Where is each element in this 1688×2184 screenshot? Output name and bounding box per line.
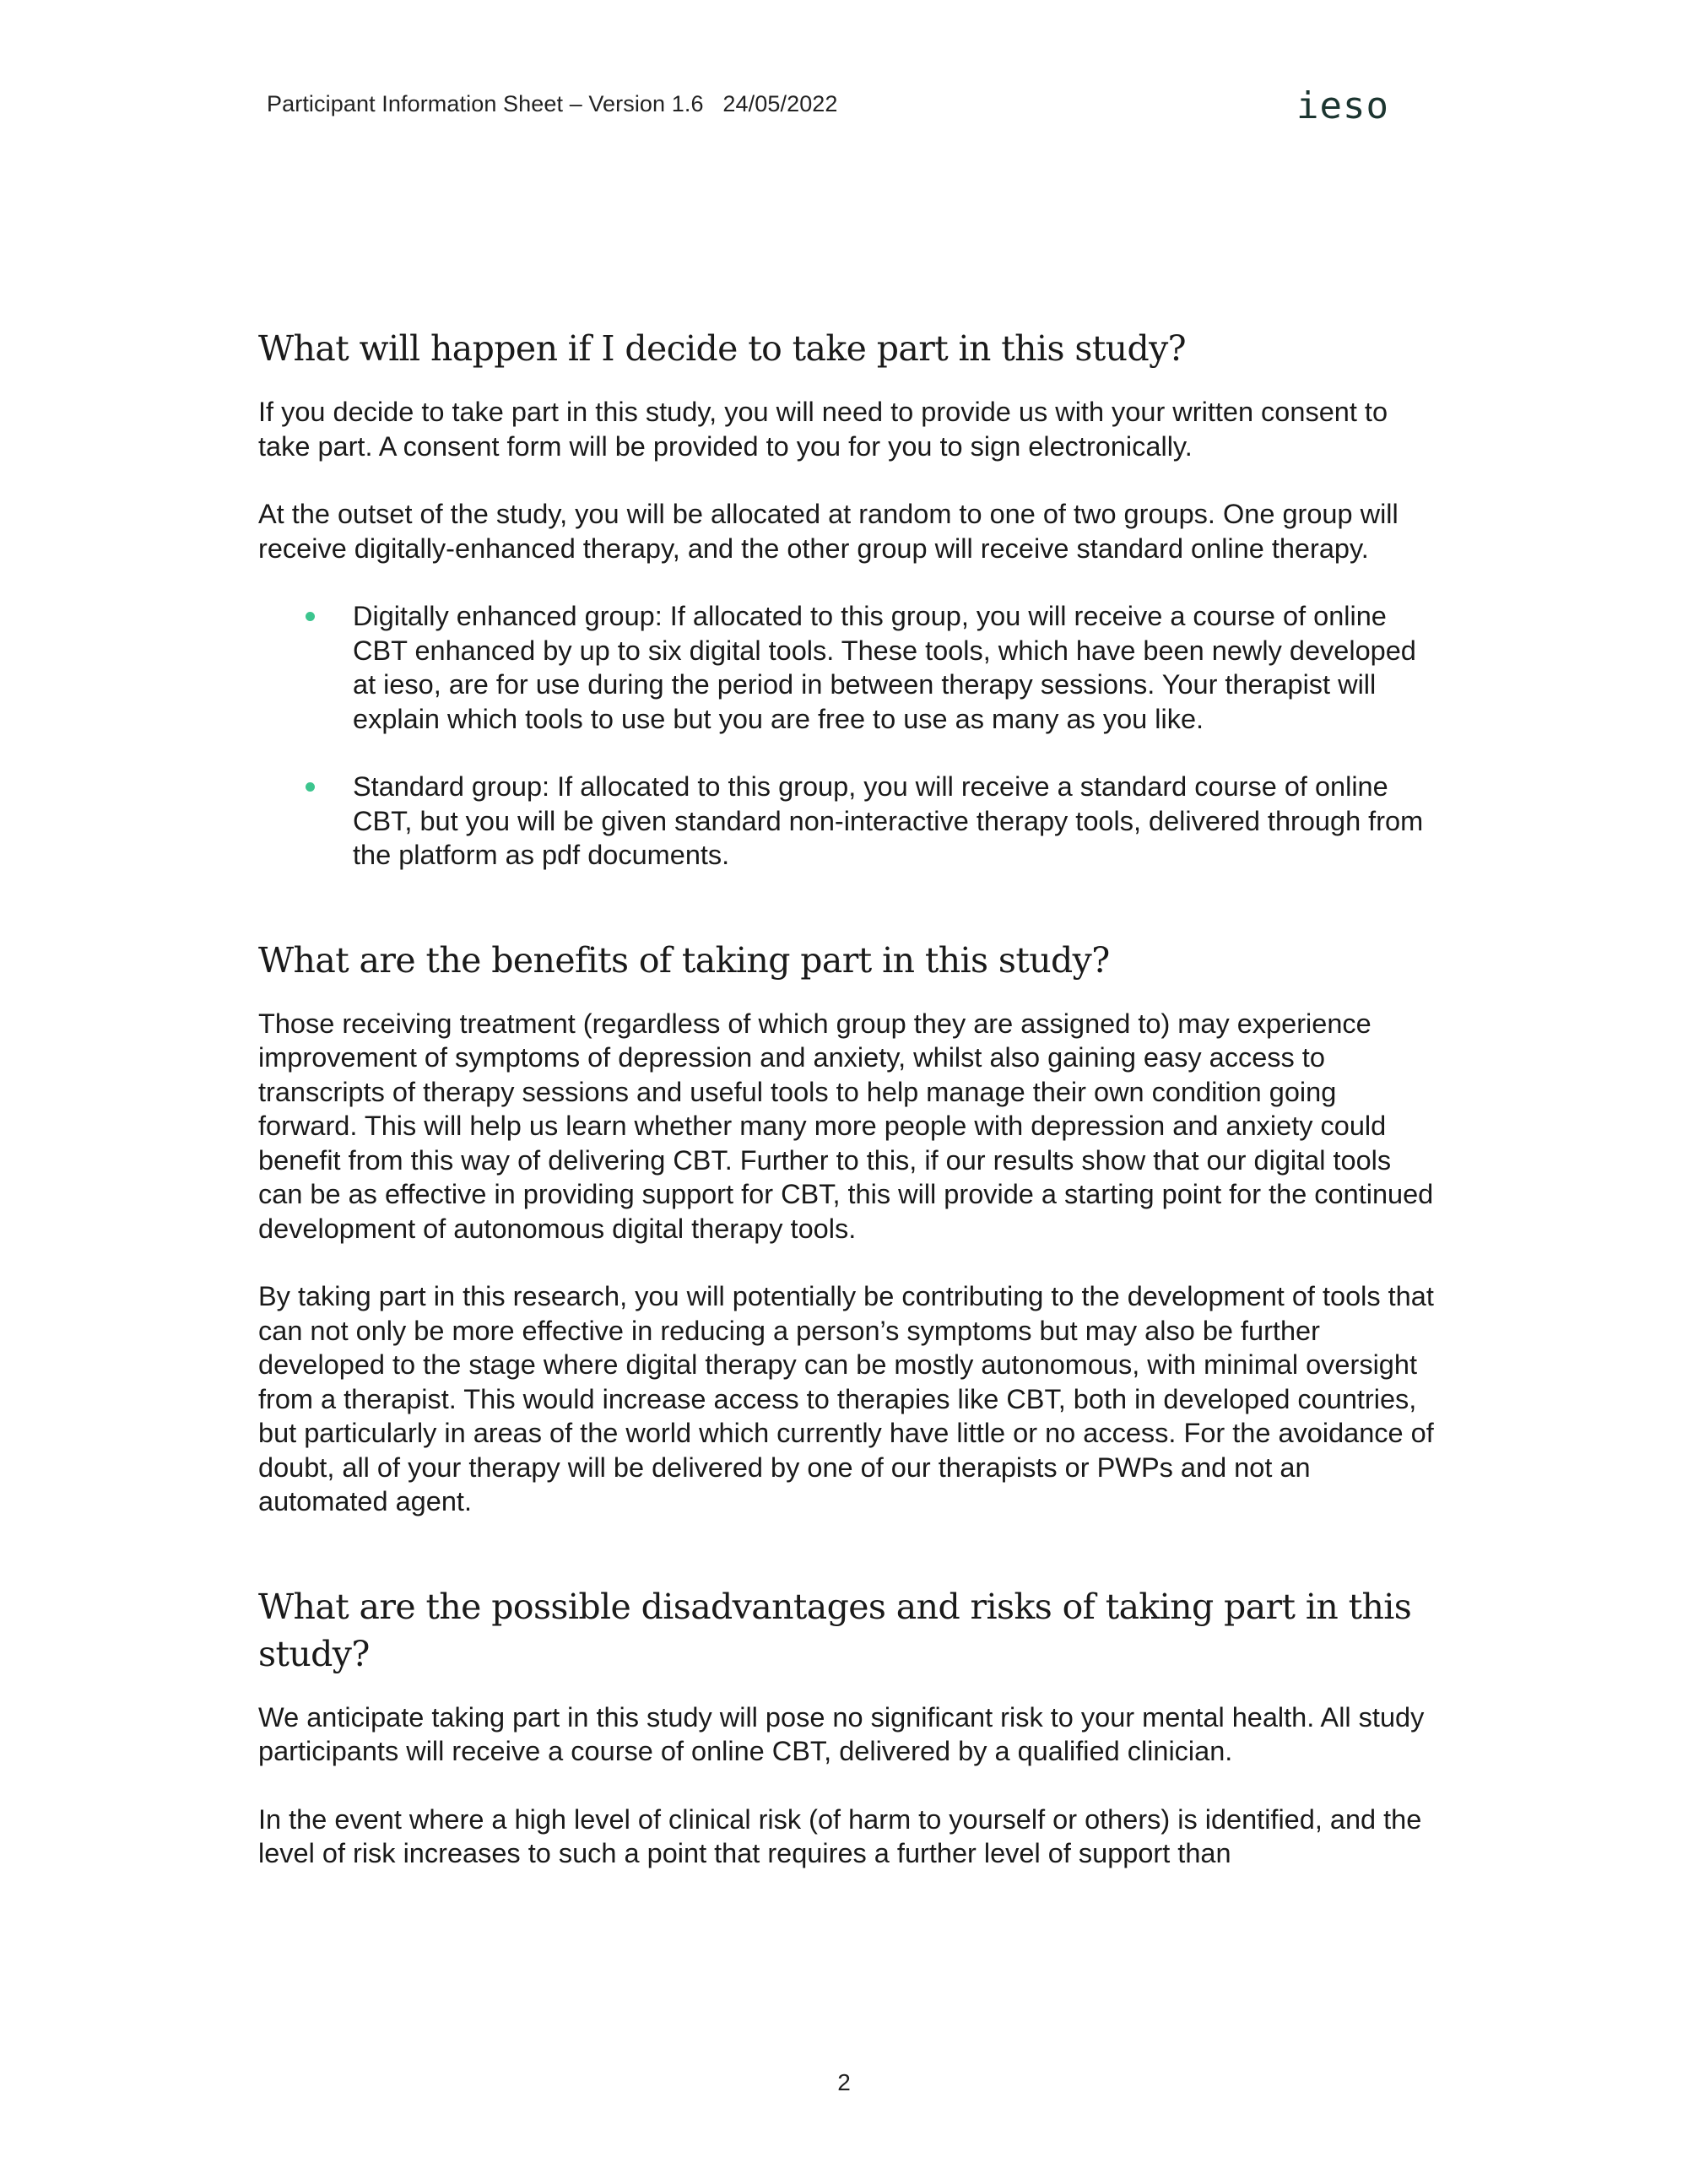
group-list [258,599,1440,873]
section-disadvantages-risks [258,1583,1440,1871]
bullet-dot-icon [306,612,315,621]
bullet-dot-icon [306,782,315,792]
paragraph: By taking part in this research, you will potentially be contributing to the development of tools that can not only be more effective in reducing a person’s symptoms but may also be further developed to the stage where digital therapy can be mostly autonomous, with minimal oversight from a therapist. This would increase access to therapies like CBT, both in developed countries, but particularly in areas of the world which currently have little or no access. For the avoidance of doubt, all of your therapy will be delivered by one of our therapists or PWPs and not an automated agent. [258,1281,1434,1516]
section-what-will-happen [258,325,1440,873]
section-heading: What are the possible disadvantages and risks of taking part in this study? [258,1586,1412,1674]
list-item-standard-group [258,770,1440,873]
paragraph: In the event where a high level of clinical risk (of harm to yourself or others) is identified, and the level of risk increases to such a point that requires a further level of support than [258,1803,1422,1868]
section-heading: What are the benefits of taking part in this study? [258,939,1110,981]
header-document-title: Participant Information Sheet – Version 1.6 24/05/2022 [267,91,838,116]
section-heading: What will happen if I decide to take part in this study? [258,328,1187,369]
ieso-logo: ieso [1296,84,1389,127]
paragraph: At the outset of the study, you will be allocated at random to one of two groups. One group will receive digitally-enhanced therapy, and the other group will receive standard online therapy. [258,499,1399,564]
list-item-digitally-enhanced-group [258,599,1440,736]
document-body [258,325,1440,1871]
paragraph: If you decide to take part in this study, you will need to provide us with your written consent to take part. A consent form will be provided to you for you to sign electronically. [258,397,1388,462]
paragraph: We anticipate taking part in this study will pose no significant risk to your mental health. All study participants will receive a course of online CBT, delivered by a qualified clinician. [258,1701,1425,1766]
list-item-text: Standard group: If allocated to this group, you will receive a standard course of online CBT, but you will be given standard non-interactive therapy tools, delivered through from the platform as pdf documents. [353,771,1424,870]
list-item-text: Digitally enhanced group: If allocated to this group, you will receive a course of online CBT enhanced by up to six digital tools. These tools, which have been newly developed at ieso, are for use during the period in between therapy sessions. Your therapist will explain which tools to use but you are free to use as many as you like. [353,601,1416,734]
page-number: 2 [837,2069,851,2095]
section-benefits [258,937,1440,1519]
paragraph: Those receiving treatment (regardless of which group they are assigned to) may experience improvement of symptoms of depression and anxiety, whilst also gaining easy access to transcripts of therapy sessions and useful tools to help manage their own condition going forward. This will help us learn whether many more people with depression and anxiety could benefit from this way of delivering CBT. Further to this, if our results show that our digital tools can be as effective in providing support for CBT, this will provide a starting point for the continued development of autonomous digital therapy tools. [258,1008,1434,1244]
